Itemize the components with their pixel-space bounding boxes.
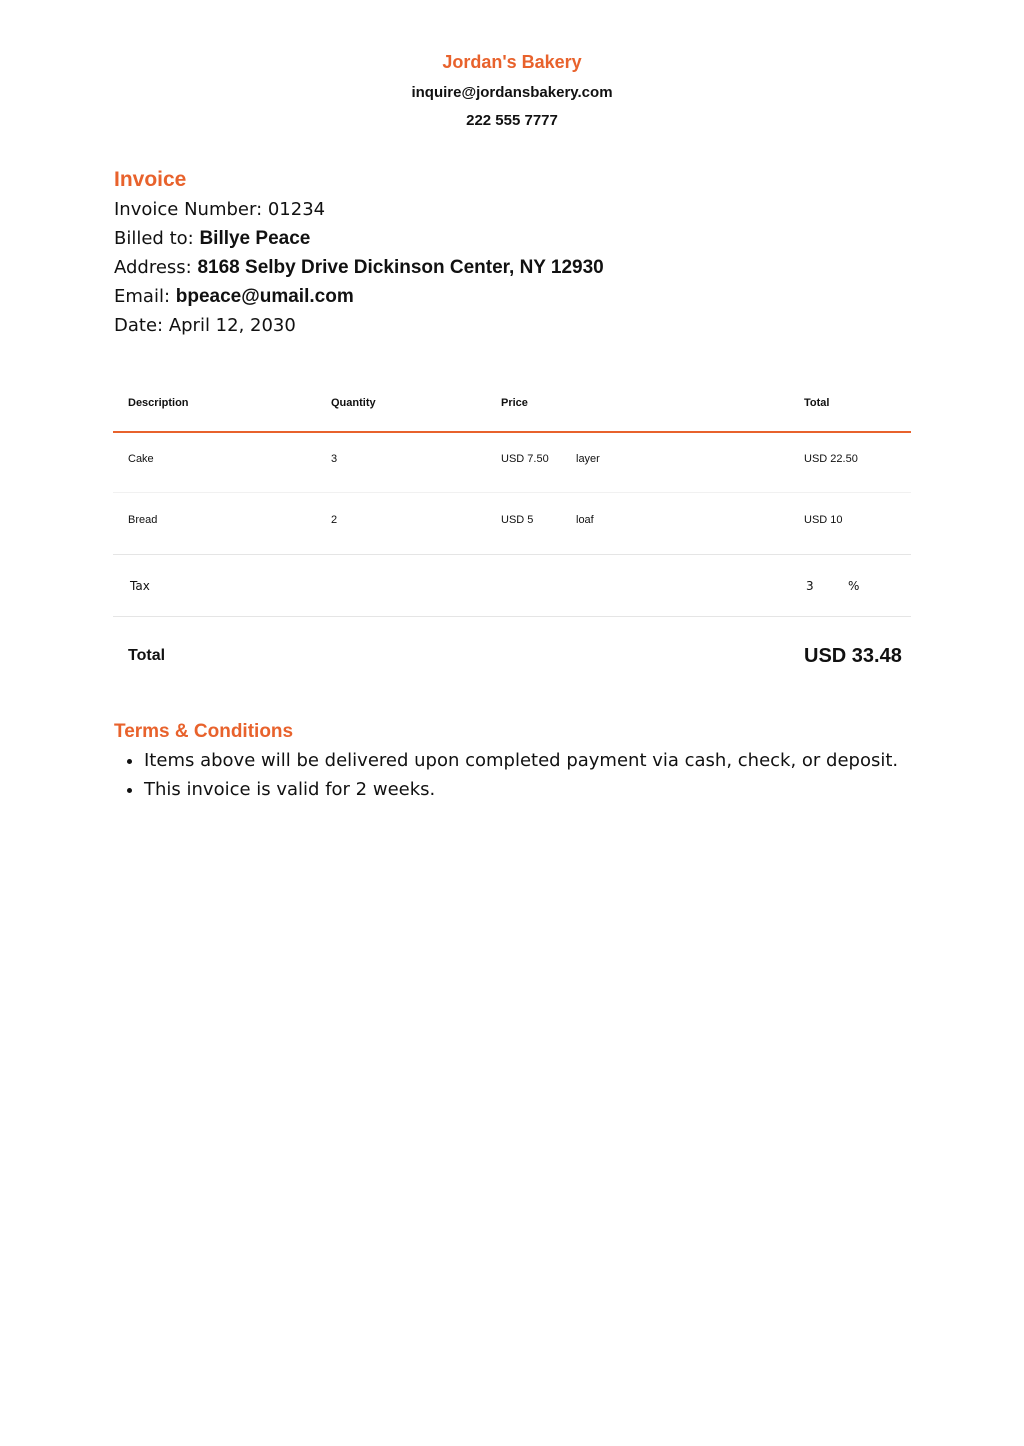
row-unit: loaf — [576, 514, 594, 526]
email-line — [114, 286, 354, 308]
row-description: Cake — [128, 453, 154, 465]
billed-to-name: Billye Peace — [199, 228, 311, 249]
date-label: Date: — [114, 315, 169, 336]
client-email: bpeace@umail.com — [175, 286, 354, 307]
column-header-total: Total — [804, 397, 830, 409]
company-email: inquire@jordansbakery.com — [411, 84, 613, 101]
grand-total-label: Total — [128, 647, 166, 664]
tax-value: 3 — [806, 579, 814, 593]
company-name: Jordan's Bakery — [442, 52, 582, 72]
column-header-quantity: Quantity — [331, 397, 376, 409]
row-quantity: 3 — [331, 453, 338, 465]
address-line — [114, 257, 604, 279]
row-divider — [113, 616, 911, 617]
row-unit: layer — [576, 453, 600, 465]
list-item: • Items above will be delivered upon completed payment via cash, check, or deposit. — [144, 746, 898, 775]
column-header-description: Description — [128, 397, 189, 409]
grand-total-value: USD 33.48 — [804, 645, 902, 667]
row-description: Bread — [128, 514, 158, 526]
row-divider — [113, 492, 911, 493]
company-phone: 222 555 7777 — [466, 112, 558, 129]
billed-to-label: Billed to: — [114, 228, 200, 249]
row-price: USD 5 — [501, 514, 534, 526]
row-total: USD 22.50 — [804, 453, 858, 465]
header-divider — [113, 431, 911, 433]
billing-address: 8168 Selby Drive Dickinson Center, NY 12930 — [197, 257, 604, 278]
invoice-date: April 12, 2030 — [168, 315, 296, 336]
tax-label: Tax — [130, 579, 150, 593]
row-quantity: 2 — [331, 514, 338, 526]
tax-unit: % — [848, 579, 860, 593]
invoice-number-label: Invoice Number: — [114, 199, 268, 220]
invoice-number-line — [114, 199, 325, 220]
invoice-title: Invoice — [114, 168, 187, 191]
terms-list — [114, 746, 898, 804]
terms-title: Terms & Conditions — [114, 721, 294, 742]
list-item: • This invoice is valid for 2 weeks. — [144, 775, 898, 804]
invoice-number: 01234 — [267, 199, 326, 220]
billed-to-line — [114, 228, 310, 250]
row-price: USD 7.50 — [501, 453, 549, 465]
date-line — [114, 315, 296, 336]
email-label: Email: — [114, 286, 176, 307]
address-label: Address: — [114, 257, 198, 278]
column-header-price: Price — [501, 397, 528, 409]
row-total: USD 10 — [804, 514, 843, 526]
row-divider — [113, 554, 911, 555]
